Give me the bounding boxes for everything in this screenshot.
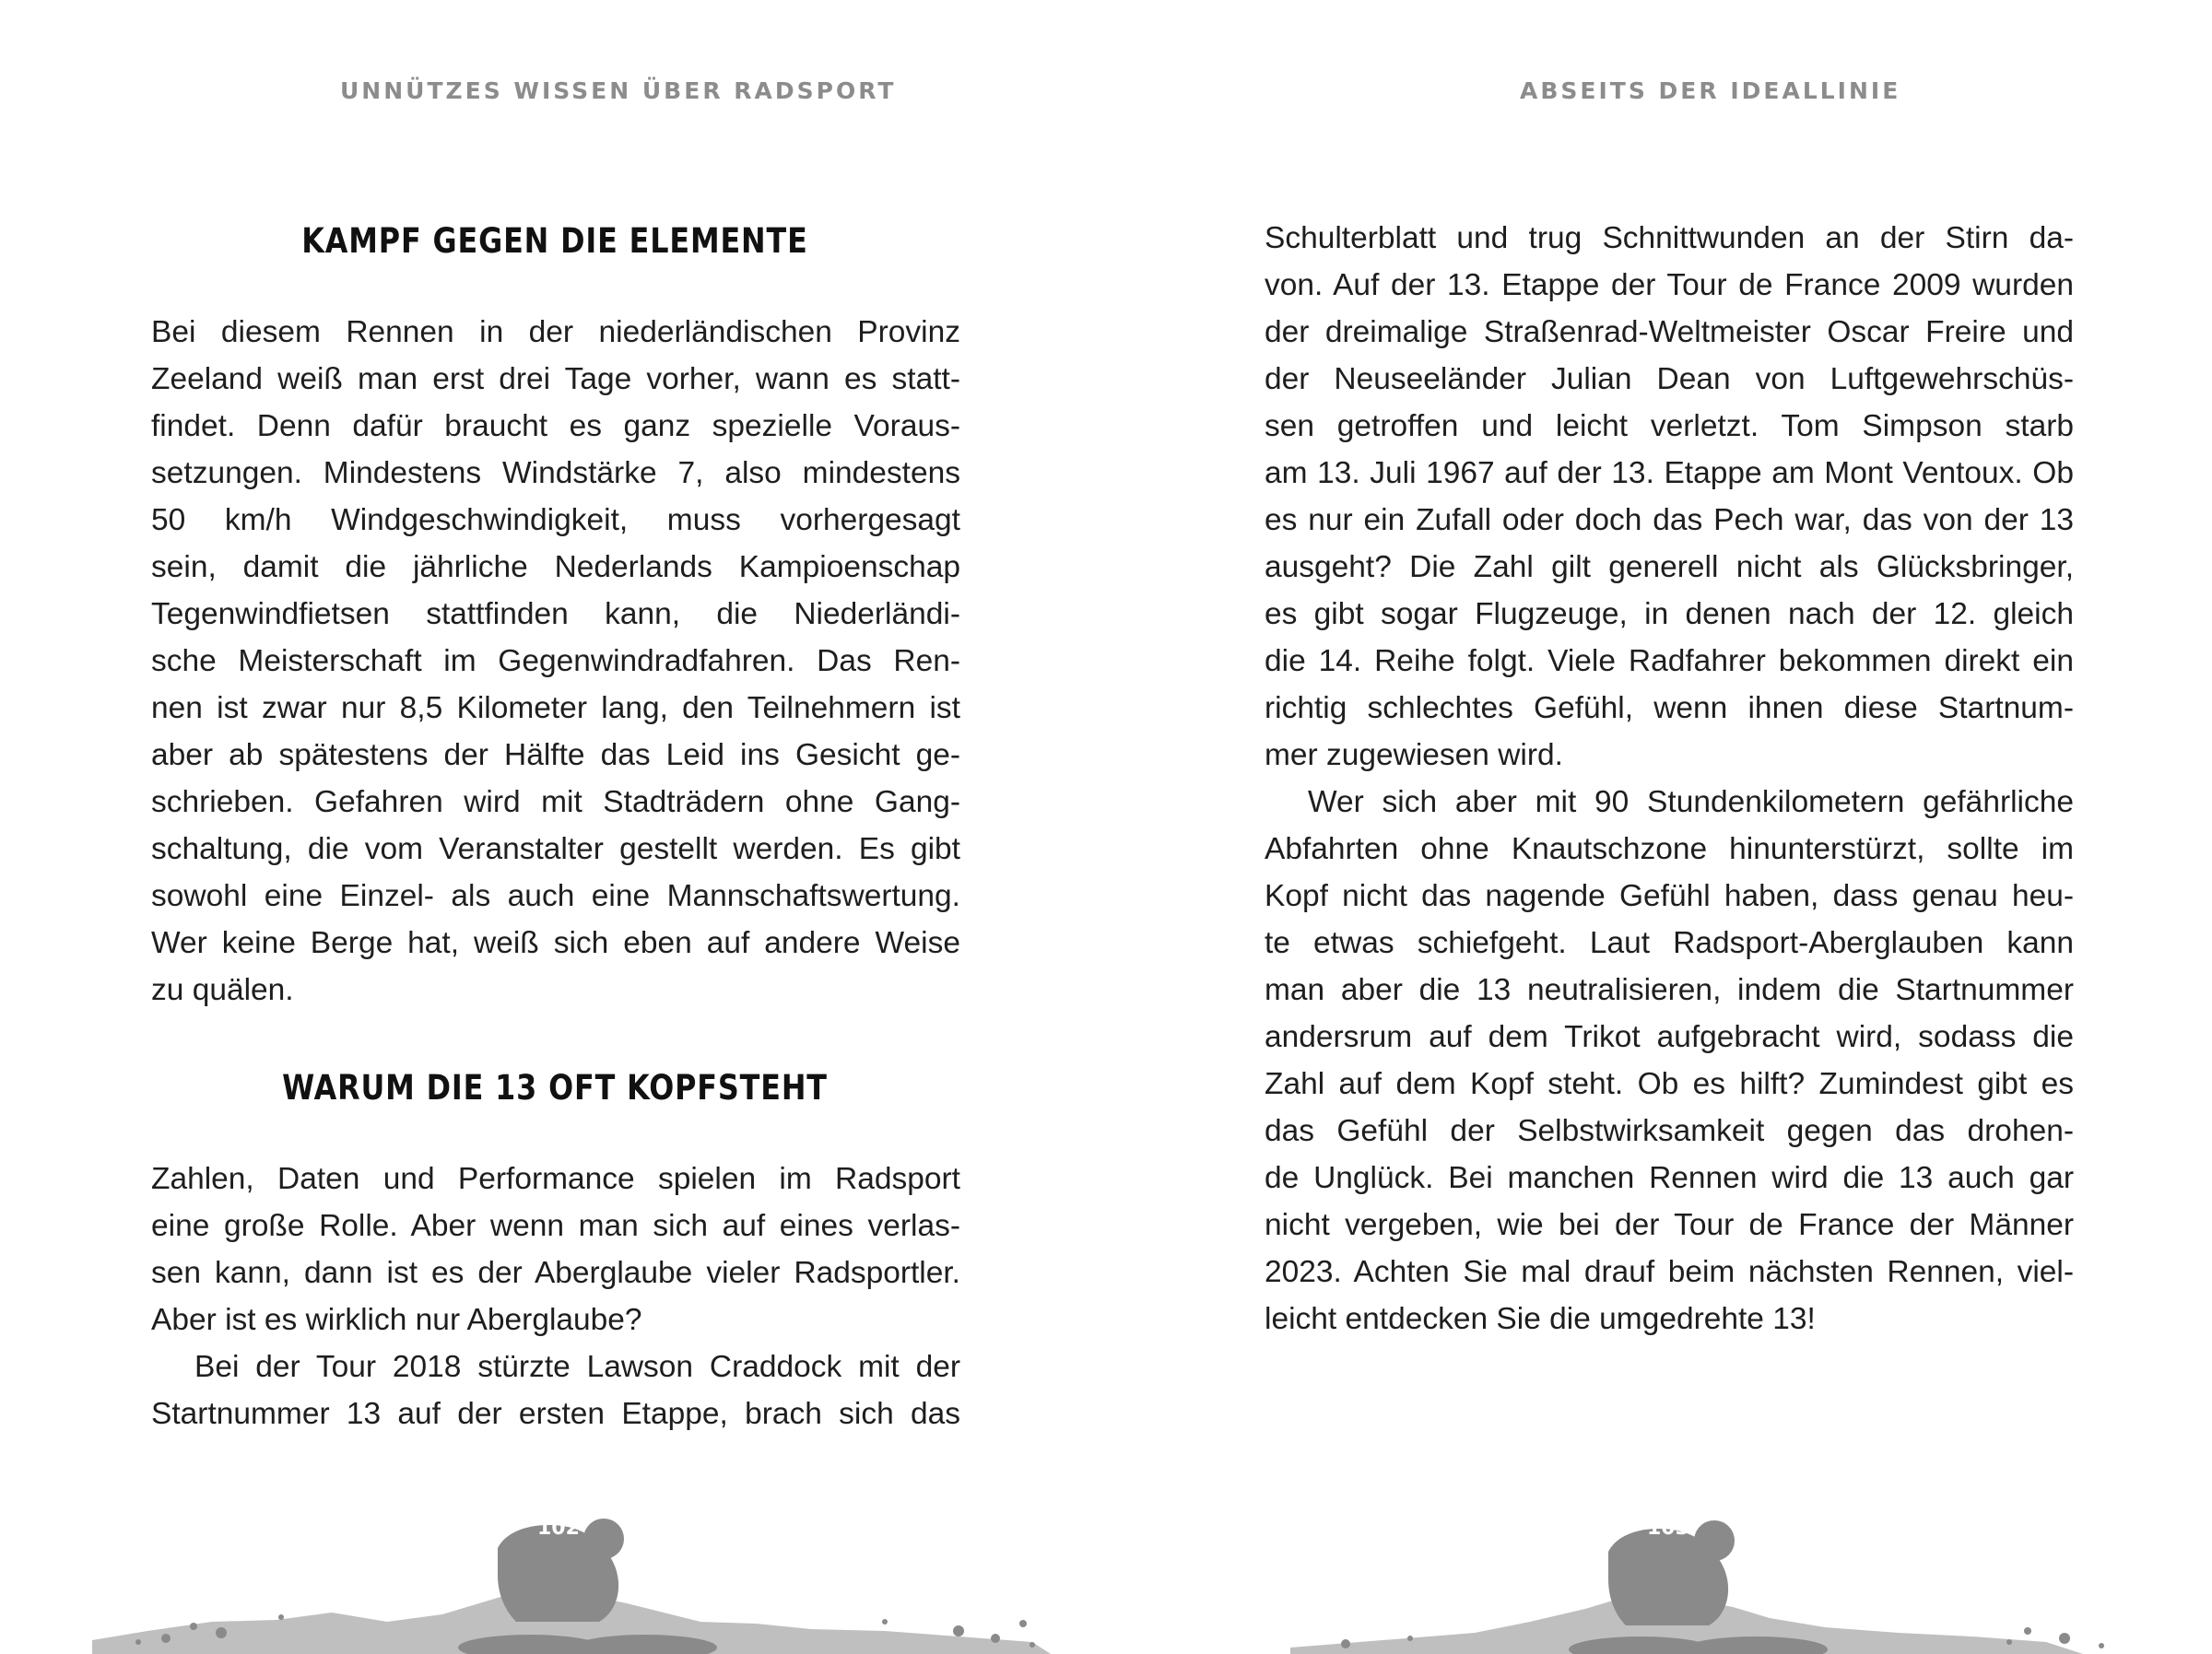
text-line: schaltung, die vom Veranstalter gestellt werden. Es gibt bbox=[151, 832, 960, 866]
section-heading: KAMPF GEGEN DIE ELEMENTE bbox=[301, 221, 808, 261]
text-line: andersrum auf dem Trikot aufgebracht wird, sodass die bbox=[1265, 1020, 2074, 1054]
text-line: Zahl auf dem Kopf steht. Ob es hilft? Zumindest gibt es bbox=[1265, 1067, 2074, 1101]
text-line: de Unglück. Bei manchen Rennen wird die 13 auch gar bbox=[1265, 1161, 2074, 1195]
text-line: mer zugewiesen wird. bbox=[1265, 738, 1563, 772]
page-number: 102 bbox=[537, 1517, 580, 1540]
text-line: 50 km/h Windgeschwindigkeit, muss vorhergesagt bbox=[151, 503, 960, 537]
text-line: der dreimalige Straßenrad-Weltmeister Oscar Freire und bbox=[1265, 315, 2074, 349]
text-line: leicht entdecken Sie die umgedrehte 13! bbox=[1265, 1302, 1816, 1336]
cyclist-illustration bbox=[0, 1484, 1106, 1654]
paragraph bbox=[1265, 215, 2074, 1343]
text-line: sche Meisterschaft im Gegenwindradfahren. Das Ren- bbox=[151, 644, 960, 678]
text-line: am 13. Juli 1967 auf der 13. Etappe am Mont Ventoux. Ob bbox=[1265, 456, 2074, 490]
text-line: sein, damit die jährliche Nederlands Kampioenschap bbox=[151, 550, 960, 584]
text-line: die 14. Reihe folgt. Viele Radfahrer bekommen direkt ein bbox=[1265, 644, 2074, 678]
text-line: Aber ist es wirklich nur Aberglaube? bbox=[151, 1303, 642, 1337]
text-line: Abfahrten ohne Knautschzone hinunterstürzt, sollte im bbox=[1265, 832, 2074, 866]
paragraph bbox=[151, 1155, 960, 1437]
page-number: 103 bbox=[1647, 1517, 1689, 1540]
paragraph bbox=[151, 309, 960, 1014]
text-line: findet. Denn dafür braucht es ganz spezielle Voraus- bbox=[151, 409, 960, 443]
text-line: sen kann, dann ist es der Aberglaube vieler Radsportler. bbox=[151, 1256, 960, 1290]
text-line: sowohl eine Einzel- als auch eine Mannschaftswertung. bbox=[151, 879, 960, 913]
text-line: Bei diesem Rennen in der niederländischen Provinz bbox=[151, 315, 960, 349]
text-line: richtig schlechtes Gefühl, wenn ihnen diese Startnum- bbox=[1265, 691, 2074, 725]
text-line: setzungen. Mindestens Windstärke 7, also mindestens bbox=[151, 456, 960, 490]
text-line: nen ist zwar nur 8,5 Kilometer lang, den Teilnehmern ist bbox=[151, 691, 960, 725]
text-line: te etwas schiefgeht. Laut Radsport-Aberglauben kann bbox=[1265, 926, 2074, 960]
text-line: es gibt sogar Flugzeuge, in denen nach der 12. gleich bbox=[1265, 597, 2074, 631]
text-line: von. Auf der 13. Etappe der Tour de France 2009 wurden bbox=[1265, 268, 2074, 302]
text-line: Wer sich aber mit 90 Stundenkilometern gefährliche bbox=[1308, 785, 2074, 819]
text-line: zu quälen. bbox=[151, 973, 294, 1007]
text-line: Tegenwindfietsen stattfinden kann, die Niederländi- bbox=[151, 597, 960, 631]
text-line: das Gefühl der Selbstwirksamkeit gegen das drohen- bbox=[1265, 1114, 2074, 1148]
text-line: Zeeland weiß man erst drei Tage vorher, wann es statt- bbox=[151, 362, 960, 396]
running-head: UNNÜTZES WISSEN ÜBER RADSPORT bbox=[340, 77, 897, 104]
text-line: man aber die 13 neutralisieren, indem die Startnummer bbox=[1265, 973, 2074, 1007]
text-line: Schulterblatt und trug Schnittwunden an der Stirn da- bbox=[1265, 221, 2074, 255]
text-line: nicht vergeben, wie bei der Tour de France der Männer bbox=[1265, 1208, 2074, 1242]
section-heading: WARUM DIE 13 OFT KOPFSTEHT bbox=[282, 1068, 828, 1108]
text-line: Startnummer 13 auf der ersten Etappe, brach sich das bbox=[151, 1397, 960, 1431]
text-line: eine große Rolle. Aber wenn man sich auf eines verlas- bbox=[151, 1209, 960, 1243]
text-line: sen getroffen und leicht verletzt. Tom Simpson starb bbox=[1265, 409, 2074, 443]
text-line: ausgeht? Die Zahl gilt generell nicht als Glücksbringer, bbox=[1265, 550, 2074, 584]
text-line: Wer keine Berge hat, weiß sich eben auf andere Weise bbox=[151, 926, 960, 960]
right-page bbox=[1106, 0, 2212, 1654]
text-line: Bei der Tour 2018 stürzte Lawson Craddock mit der bbox=[194, 1350, 960, 1384]
text-line: Zahlen, Daten und Performance spielen im Radsport bbox=[151, 1162, 960, 1196]
text-line: 2023. Achten Sie mal drauf beim nächsten Rennen, viel- bbox=[1265, 1255, 2074, 1289]
text-line: der Neuseeländer Julian Dean von Luftgewehrschüs- bbox=[1265, 362, 2074, 396]
text-line: aber ab spätestens der Hälfte das Leid ins Gesicht ge- bbox=[151, 738, 960, 772]
text-line: schrieben. Gefahren wird mit Stadträdern ohne Gang- bbox=[151, 785, 960, 819]
text-line: es nur ein Zufall oder doch das Pech war, das von der 13 bbox=[1265, 503, 2074, 537]
text-line: Kopf nicht das nagende Gefühl haben, dass genau heu- bbox=[1265, 879, 2074, 913]
cyclist-illustration bbox=[1106, 1484, 2212, 1654]
running-head: ABSEITS DER IDEALLINIE bbox=[1520, 77, 1901, 104]
